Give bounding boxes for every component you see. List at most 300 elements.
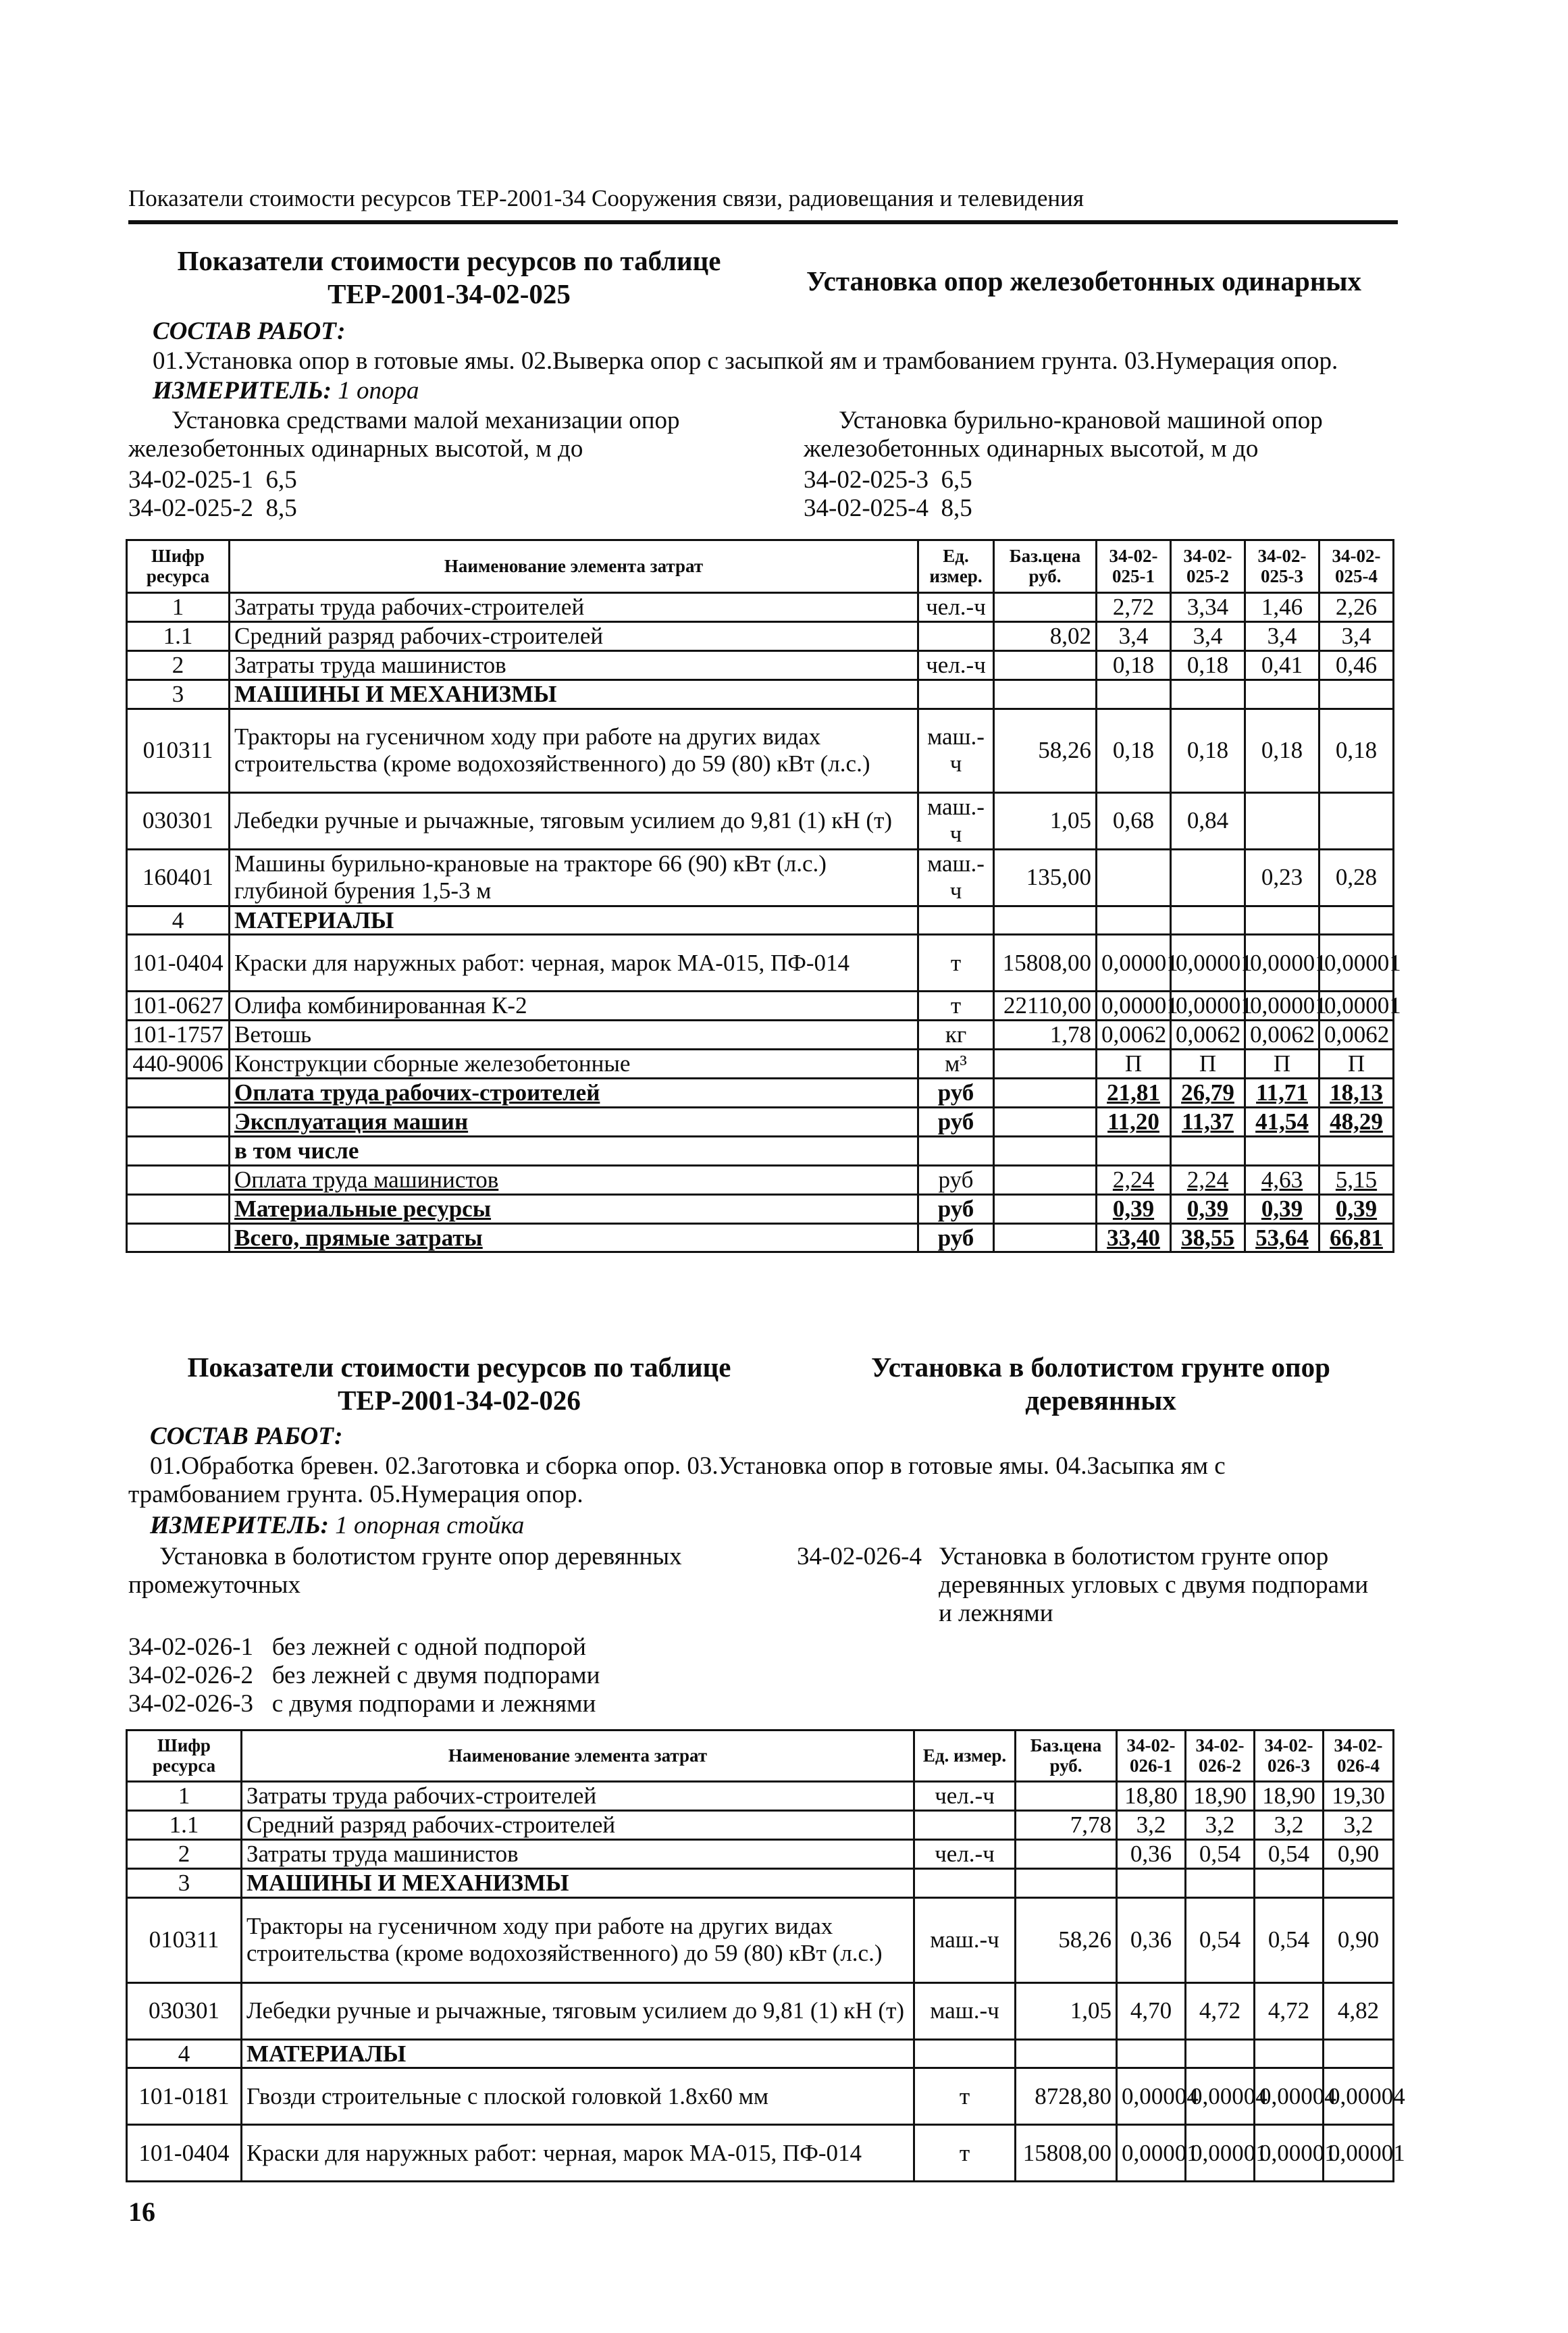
text-fragment: 34-02-026-2: [128, 1662, 253, 1690]
table-row: [127, 1021, 1394, 1050]
section-title-left: [162, 1351, 756, 1417]
table-cell: [1016, 1868, 1117, 1897]
table-cell: 010311: [127, 1897, 242, 1982]
table-cell: 15808,00: [994, 935, 1097, 992]
table-cell: П: [1245, 1050, 1319, 1079]
col-name: Наименование элемента затрат: [230, 540, 918, 593]
table-cell: 0,39: [1171, 1194, 1245, 1223]
sostav-label: СОСТАВ РАБОТ:: [150, 1422, 343, 1450]
table-cell: 8,02: [994, 621, 1097, 650]
table-cell: [994, 680, 1097, 709]
table-cell: [1016, 1839, 1117, 1868]
table-row: [127, 1079, 1394, 1108]
left-description: Установка в болотистом грунте опор деревянных промежуточных: [128, 1543, 682, 1599]
table-row: [127, 1136, 1394, 1165]
table-cell: Тракторы на гусеничном ходу при работе на других видах строительства (кроме водохозяйственного) до 59 (80) кВт (л.с.): [242, 1897, 914, 1982]
table-cell: 0,00004: [1117, 2068, 1186, 2125]
table-cell: 0,00001: [1097, 935, 1171, 992]
text-fragment: 34-02-025-4: [804, 494, 929, 523]
table-cell: [127, 1136, 230, 1165]
table-cell: 58,26: [994, 709, 1097, 792]
table-row: [127, 650, 1394, 680]
table-cell: 4,82: [1324, 1982, 1394, 2039]
table-cell: [1245, 1136, 1319, 1165]
table-cell: 3,4: [1245, 621, 1319, 650]
right-description: Установка в болотистом грунте опор деревянных угловых с двумя подпорами и лежнями: [939, 1543, 1369, 1628]
table-cell: 1: [127, 593, 230, 622]
code-row: [128, 1633, 600, 1662]
table-cell: [914, 2039, 1016, 2068]
section-title-right: Установка опор железобетонных одинарных: [806, 265, 1361, 297]
codes-list: [128, 1633, 600, 1719]
table-cell: 0,39: [1319, 1194, 1394, 1223]
text-fragment: 8,5: [941, 494, 972, 523]
table-cell: МАШИНЫ И МЕХАНИЗМЫ: [242, 1868, 914, 1897]
table-row: [127, 849, 1394, 906]
text-fragment: 34-02-025-3: [804, 466, 929, 494]
table-cell: 135,00: [994, 849, 1097, 906]
table-cell: Гвозди строительные с плоской головкой 1.8х60 мм: [242, 2068, 914, 2125]
table-cell: маш.-ч: [914, 1897, 1016, 1982]
table-cell: Средний разряд рабочих-строителей: [230, 621, 918, 650]
col-code-4: 34-02-025-4: [1319, 540, 1394, 593]
text-fragment: 8,5: [265, 494, 297, 523]
table-cell: 48,29: [1319, 1108, 1394, 1137]
table-cell: Тракторы на гусеничном ходу при работе на других видах строительства (кроме водохозяйственного) до 59 (80) кВт (л.с.): [230, 709, 918, 792]
table-cell: МАТЕРИАЛЫ: [242, 2039, 914, 2068]
table-cell: 010311: [127, 709, 230, 792]
table-cell: 1.1: [127, 1810, 242, 1839]
table-cell: 2,72: [1097, 593, 1171, 622]
table-cell: 0,00001: [1324, 2125, 1394, 2182]
table-cell: 15808,00: [1016, 2125, 1117, 2182]
table-cell: [127, 1165, 230, 1194]
table-cell: [1016, 1782, 1117, 1811]
izmeritel: [150, 1512, 524, 1540]
col-code-1: 34-02-025-1: [1097, 540, 1171, 593]
section-title-right: [831, 1351, 1371, 1417]
text-fragment: 34-02-026-3: [128, 1690, 253, 1718]
table-cell: [1245, 680, 1319, 709]
table-cell: [1097, 680, 1171, 709]
table-cell: 101-0181: [127, 2068, 242, 2125]
table-row: [127, 1868, 1394, 1897]
table-cell: 3: [127, 1868, 242, 1897]
table-cell: [1171, 849, 1245, 906]
table-cell: [918, 1136, 994, 1165]
table-cell: руб: [918, 1165, 994, 1194]
table-cell: 0,23: [1245, 849, 1319, 906]
table-cell: 0,00001: [1097, 992, 1171, 1021]
table-cell: руб: [918, 1108, 994, 1137]
table-cell: [1171, 906, 1245, 935]
table-cell: [127, 1108, 230, 1137]
col-code-4: 34-02-026-4: [1324, 1730, 1394, 1782]
col-code-2: 34-02-025-2: [1171, 540, 1245, 593]
table-cell: 3,2: [1186, 1810, 1255, 1839]
table-cell: маш.-ч: [918, 792, 994, 849]
table-cell: 11,71: [1245, 1079, 1319, 1108]
table-cell: 3,2: [1117, 1810, 1186, 1839]
table-cell: 0,00001: [1171, 935, 1245, 992]
table-cell: чел.-ч: [914, 1782, 1016, 1811]
table-row: [127, 1782, 1394, 1811]
table-cell: Ветошь: [230, 1021, 918, 1050]
table-row: [127, 2125, 1394, 2182]
sostav-text: 01.Обработка бревен. 02.Заготовка и сборка опор. 03.Установка опор в готовые ямы. 04.Засыпка ям с трамбованием грунта. 05.Нумерация опор.: [128, 1452, 1226, 1509]
table-cell: 0,00001: [1171, 992, 1245, 1021]
table-cell: 0,18: [1171, 650, 1245, 680]
table-cell: 440-9006: [127, 1050, 230, 1079]
left-description: Установка средствами малой механизации опор железобетонных одинарных высотой, м до: [128, 407, 680, 463]
table-cell: [994, 650, 1097, 680]
table-cell: 0,46: [1319, 650, 1394, 680]
table-cell: 0,54: [1186, 1897, 1255, 1982]
table-row: [127, 792, 1394, 849]
table-cell: 4,70: [1117, 1982, 1186, 2039]
table-cell: 0,18: [1245, 709, 1319, 792]
table-cell: 0,00001: [1255, 2125, 1324, 2182]
table-cell: 0,41: [1245, 650, 1319, 680]
table-cell: 0,00001: [1245, 935, 1319, 992]
table-cell: 11,20: [1097, 1108, 1171, 1137]
table-cell: [914, 1868, 1016, 1897]
table-cell: 53,64: [1245, 1223, 1319, 1252]
table-cell: 2,26: [1319, 593, 1394, 622]
table-cell: 58,26: [1016, 1897, 1117, 1982]
table-cell: Машины бурильно-крановые на тракторе 66 (90) кВт (л.с.) глубиной бурения 1,5-3 м: [230, 849, 918, 906]
table-cell: 0,00004: [1324, 2068, 1394, 2125]
table-cell: 3,4: [1097, 621, 1171, 650]
table-cell: П: [1319, 1050, 1394, 1079]
col-name: Наименование элемента затрат: [242, 1730, 914, 1782]
title-line-1: Показатели стоимости ресурсов по таблице: [177, 245, 721, 276]
table-cell: 0,36: [1117, 1897, 1186, 1982]
table-row: [127, 1165, 1394, 1194]
izmeritel-label: ИЗМЕРИТЕЛЬ:: [150, 1512, 329, 1539]
table-cell: т: [914, 2068, 1016, 2125]
table-cell: Затраты труда рабочих-строителей: [230, 593, 918, 622]
table-cell: Затраты труда машинистов: [242, 1839, 914, 1868]
table-cell: т: [918, 992, 994, 1021]
table-cell: [994, 593, 1097, 622]
table-cell: [918, 621, 994, 650]
codes-left: [128, 466, 297, 523]
table-cell: чел.-ч: [918, 650, 994, 680]
table-cell: 0,0062: [1245, 1021, 1319, 1050]
table-cell: 5,15: [1319, 1165, 1394, 1194]
table-cell: 2: [127, 1839, 242, 1868]
text-fragment: 34-02-025-2: [128, 494, 253, 523]
table-cell: [1171, 1136, 1245, 1165]
table-cell: [1097, 906, 1171, 935]
table-row: [127, 1223, 1394, 1252]
table-cell: [994, 1223, 1097, 1252]
table-cell: Эксплуатация машин: [230, 1108, 918, 1137]
text-fragment: 6,5: [265, 466, 297, 494]
text-fragment: с двумя подпорами и лежнями: [271, 1690, 596, 1718]
table-cell: [1255, 2039, 1324, 2068]
col-code-1: 34-02-026-1: [1117, 1730, 1186, 1782]
table-cell: [918, 906, 994, 935]
table-cell: [918, 680, 994, 709]
table-cell: 1,46: [1245, 593, 1319, 622]
table-cell: [994, 1194, 1097, 1223]
table-row: [127, 1194, 1394, 1223]
table-cell: 0,0062: [1319, 1021, 1394, 1050]
table-cell: [1245, 792, 1319, 849]
table-cell: 4,72: [1186, 1982, 1255, 2039]
table-cell: маш.-ч: [914, 1982, 1016, 2039]
code-row: [128, 1662, 600, 1690]
table-cell: [127, 1194, 230, 1223]
table-cell: т: [914, 2125, 1016, 2182]
table-cell: Краски для наружных работ: черная, марок МА-015, ПФ-014: [230, 935, 918, 992]
table-cell: 0,18: [1319, 709, 1394, 792]
table-cell: Затраты труда машинистов: [230, 650, 918, 680]
table-cell: [1171, 680, 1245, 709]
table-cell: 030301: [127, 1982, 242, 2039]
text-fragment: 34-02-026-1: [128, 1633, 253, 1661]
table-cell: 18,13: [1319, 1079, 1394, 1108]
resource-table-025: [126, 539, 1401, 1253]
table-cell: 0,90: [1324, 1897, 1394, 1982]
table-cell: [1319, 792, 1394, 849]
table-cell: [1117, 1868, 1186, 1897]
text-fragment: 6,5: [941, 466, 972, 494]
table-cell: 101-0627: [127, 992, 230, 1021]
table-cell: МАТЕРИАЛЫ: [230, 906, 918, 935]
table-cell: Лебедки ручные и рычажные, тяговым усилием до 9,81 (1) кН (т): [242, 1982, 914, 2039]
table-cell: 4,72: [1255, 1982, 1324, 2039]
izmeritel: [153, 377, 419, 405]
table-cell: руб: [918, 1194, 994, 1223]
table-cell: т: [918, 935, 994, 992]
title-line-2: ТЕР-2001-34-02-026: [338, 1385, 581, 1416]
running-header: Показатели стоимости ресурсов ТЕР-2001-34 Сооружения связи, радиовещания и телевидения: [128, 185, 1398, 224]
table-cell: 38,55: [1171, 1223, 1245, 1252]
table-cell: [994, 1050, 1097, 1079]
table-cell: 160401: [127, 849, 230, 906]
table-cell: 0,00004: [1186, 2068, 1255, 2125]
table-cell: Олифа комбинированная К-2: [230, 992, 918, 1021]
table-cell: 0,90: [1324, 1839, 1394, 1868]
table-cell: 1,05: [1016, 1982, 1117, 2039]
table-cell: [127, 1079, 230, 1108]
table-row: [127, 621, 1394, 650]
table-cell: 19,30: [1324, 1782, 1394, 1811]
table-row: [127, 1810, 1394, 1839]
table-cell: [994, 1136, 1097, 1165]
table-row: [127, 593, 1394, 622]
table-cell: [1255, 1868, 1324, 1897]
table-cell: 0,00001: [1319, 992, 1394, 1021]
table-cell: [1319, 1136, 1394, 1165]
table-cell: 0,39: [1245, 1194, 1319, 1223]
right-description: Установка бурильно-крановой машиной опор железобетонных одинарных высотой, м до: [804, 407, 1323, 463]
table-cell: Затраты труда рабочих-строителей: [242, 1782, 914, 1811]
table-cell: 4: [127, 2039, 242, 2068]
table-cell: 11,37: [1171, 1108, 1245, 1137]
code-row: [804, 466, 972, 494]
text-fragment: без лежней с одной подпорой: [271, 1633, 586, 1661]
table-cell: в том числе: [230, 1136, 918, 1165]
table-row: [127, 1050, 1394, 1079]
table-cell: [1097, 849, 1171, 906]
table-cell: Средний разряд рабочих-строителей: [242, 1810, 914, 1839]
table-cell: [1016, 2039, 1117, 2068]
table-cell: Конструкции сборные железобетонные: [230, 1050, 918, 1079]
code-row: [804, 494, 972, 523]
table-cell: 101-0404: [127, 2125, 242, 2182]
table-cell: 4,63: [1245, 1165, 1319, 1194]
resource-table-026: [126, 1729, 1405, 2182]
table-cell: 1,78: [994, 1021, 1097, 1050]
table-cell: [1186, 2039, 1255, 2068]
table-cell: 2,24: [1171, 1165, 1245, 1194]
table-cell: 3: [127, 680, 230, 709]
col-unit: Ед. измер.: [918, 540, 994, 593]
table-cell: 1,05: [994, 792, 1097, 849]
table-cell: 0,36: [1117, 1839, 1186, 1868]
table-cell: 41,54: [1245, 1108, 1319, 1137]
table-row: [127, 906, 1394, 935]
table-cell: 8728,80: [1016, 2068, 1117, 2125]
table-cell: [1324, 2039, 1394, 2068]
table-cell: 0,39: [1097, 1194, 1171, 1223]
table-cell: [1245, 906, 1319, 935]
table-cell: 0,00001: [1117, 2125, 1186, 2182]
table-row: [127, 2039, 1394, 2068]
table-cell: Оплата труда рабочих-строителей: [230, 1079, 918, 1108]
table-cell: кг: [918, 1021, 994, 1050]
table-cell: 3,4: [1171, 621, 1245, 650]
col-code-3: 34-02-025-3: [1245, 540, 1319, 593]
table-row: [127, 935, 1394, 992]
table-cell: 0,54: [1255, 1839, 1324, 1868]
table-cell: чел.-ч: [914, 1839, 1016, 1868]
table-cell: 26,79: [1171, 1079, 1245, 1108]
col-cipher: Шифр ресурса: [127, 1730, 242, 1782]
table-cell: [127, 1223, 230, 1252]
table-cell: 101-0404: [127, 935, 230, 992]
table-cell: 2: [127, 650, 230, 680]
table-cell: 0,18: [1097, 650, 1171, 680]
sostav-label: СОСТАВ РАБОТ:: [153, 317, 346, 345]
table-cell: Лебедки ручные и рычажные, тяговым усилием до 9,81 (1) кН (т): [230, 792, 918, 849]
col-price: Баз.цена руб.: [994, 540, 1097, 593]
table-row: [127, 1897, 1394, 1982]
table-cell: 66,81: [1319, 1223, 1394, 1252]
table-cell: [914, 1810, 1016, 1839]
table-cell: 0,54: [1255, 1897, 1324, 1982]
table-row: [127, 2068, 1394, 2125]
table-cell: [1319, 906, 1394, 935]
code-row: [128, 494, 297, 523]
table-cell: 1: [127, 1782, 242, 1811]
table-cell: 0,00001: [1186, 2125, 1255, 2182]
col-cipher: Шифр ресурса: [127, 540, 230, 593]
table-cell: [1324, 1868, 1394, 1897]
section-title-left: [155, 245, 743, 311]
right-code: 34-02-026-4: [797, 1543, 922, 1570]
table-row: [127, 709, 1394, 792]
table-cell: 0,0062: [1097, 1021, 1171, 1050]
table-cell: 3,2: [1324, 1810, 1394, 1839]
izmeritel-value: 1 опорная стойка: [335, 1512, 525, 1539]
table-cell: 0,28: [1319, 849, 1394, 906]
izmeritel-label: ИЗМЕРИТЕЛЬ:: [153, 377, 332, 405]
table-cell: м³: [918, 1050, 994, 1079]
table-cell: 0,54: [1186, 1839, 1255, 1868]
table-cell: [1097, 1136, 1171, 1165]
table-cell: [994, 1108, 1097, 1137]
table-cell: руб: [918, 1223, 994, 1252]
table-cell: Краски для наружных работ: черная, марок МА-015, ПФ-014: [242, 2125, 914, 2182]
table-cell: 101-1757: [127, 1021, 230, 1050]
table-cell: 0,00004: [1255, 2068, 1324, 2125]
table-cell: [994, 1165, 1097, 1194]
table-row: [127, 1108, 1394, 1137]
codes-right: [804, 466, 972, 523]
col-code-2: 34-02-026-2: [1186, 1730, 1255, 1782]
code-row: [128, 466, 297, 494]
table-cell: чел.-ч: [918, 593, 994, 622]
table-cell: 22110,00: [994, 992, 1097, 1021]
text-fragment: без лежней с двумя подпорами: [271, 1662, 600, 1690]
table-cell: П: [1097, 1050, 1171, 1079]
table-cell: 0,68: [1097, 792, 1171, 849]
table-cell: маш.-ч: [918, 849, 994, 906]
table-row: [127, 1982, 1394, 2039]
table-cell: 18,90: [1255, 1782, 1324, 1811]
table-cell: [1186, 1868, 1255, 1897]
col-code-3: 34-02-026-3: [1255, 1730, 1324, 1782]
table-cell: маш.-ч: [918, 709, 994, 792]
title-line-2: деревянных: [1025, 1385, 1176, 1416]
table-cell: 0,0062: [1171, 1021, 1245, 1050]
table-cell: 0,00001: [1245, 992, 1319, 1021]
table-row: [127, 1839, 1394, 1868]
table-cell: 33,40: [1097, 1223, 1171, 1252]
title-line-2: ТЕР-2001-34-02-025: [328, 278, 571, 310]
col-price: Баз.цена руб.: [1016, 1730, 1117, 1782]
table-cell: 18,90: [1186, 1782, 1255, 1811]
table-cell: [1319, 680, 1394, 709]
table-row: [127, 680, 1394, 709]
table-cell: 0,18: [1171, 709, 1245, 792]
table-cell: 030301: [127, 792, 230, 849]
table-cell: руб: [918, 1079, 994, 1108]
table-cell: [994, 1079, 1097, 1108]
table-cell: Оплата труда машинистов: [230, 1165, 918, 1194]
title-line-1: Установка в болотистом грунте опор: [871, 1352, 1330, 1383]
page-number: 16: [128, 2197, 155, 2227]
table-row: [127, 992, 1394, 1021]
table-cell: 7,78: [1016, 1810, 1117, 1839]
table-cell: МАШИНЫ И МЕХАНИЗМЫ: [230, 680, 918, 709]
table-cell: 0,18: [1097, 709, 1171, 792]
table-cell: Всего, прямые затраты: [230, 1223, 918, 1252]
table-cell: 0,00001: [1319, 935, 1394, 992]
table-cell: 3,34: [1171, 593, 1245, 622]
table-cell: 3,2: [1255, 1810, 1324, 1839]
table-cell: 2,24: [1097, 1165, 1171, 1194]
table-cell: [994, 906, 1097, 935]
table-cell: П: [1171, 1050, 1245, 1079]
table-cell: 0,84: [1171, 792, 1245, 849]
table-cell: 18,80: [1117, 1782, 1186, 1811]
